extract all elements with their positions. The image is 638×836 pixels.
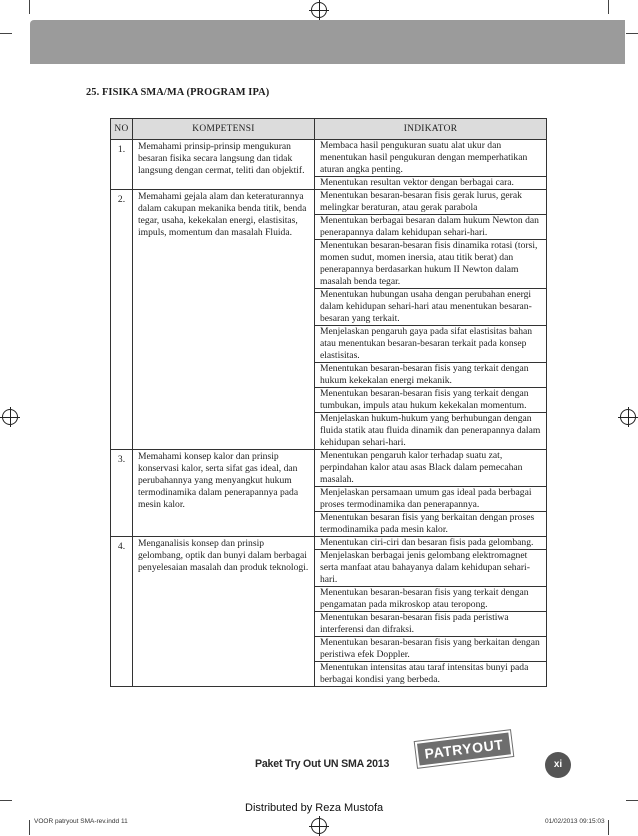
competency-table [110, 118, 547, 687]
indikator-cell: Menjelaskan persamaan umum gas ideal pada berbagai proses termodinamika dan penerapannya. [315, 487, 547, 512]
header-kompetensi: KOMPETENSI [133, 119, 315, 140]
trim-mark-bottom-right-h [626, 800, 638, 801]
registration-mark-left-icon [2, 409, 18, 425]
row-number: 1. [111, 140, 133, 190]
row-number: 2. [111, 190, 133, 450]
kompetensi-cell: Memahami gejala alam dan keteraturannya dalam cakupan mekanika benda titik, benda tegar, usaha, kekekalan energi, elastisitas, impuls, momentum dan masalah Fluida. [133, 190, 315, 450]
table-row [111, 537, 547, 550]
registration-mark-bottom-icon [311, 818, 327, 834]
indikator-cell: Menentukan ciri-ciri dan besaran fisis pada gelombang. [315, 537, 547, 550]
row-number: 3. [111, 450, 133, 537]
indikator-cell: Menentukan pengaruh kalor terhadap suatu zat, perpindahan kalor atau asas Black dalam pemecahan masalah. [315, 450, 547, 487]
trim-mark-top-left-h [0, 33, 12, 34]
indikator-cell: Menentukan hubungan usaha dengan perubahan energi dalam kehidupan sehari-hari atau menentukan besaran-besaran yang terkait. [315, 289, 547, 326]
kompetensi-cell: Menganalisis konsep dan prinsip gelombang, optik dan bunyi dalam berbagai penyelesaian masalah dan produk teknologi. [133, 537, 315, 687]
indikator-cell: Menentukan besaran-besaran fisis pada peristiwa interferensi dan difraksi. [315, 612, 547, 637]
indikator-cell: Membaca hasil pengukuran suatu alat ukur dan menentukan hasil pengukuran dengan memperhatikan aturan angka penting. [315, 140, 547, 177]
indikator-cell: Menentukan intensitas atau taraf intensitas bunyi pada berbagai kondisi yang berbeda. [315, 662, 547, 687]
indikator-cell: Menentukan besaran-besaran fisis yang berkaitan dengan peristiwa efek Doppler. [315, 637, 547, 662]
header-bar [30, 20, 625, 64]
registration-mark-top-icon [311, 2, 327, 18]
table-row [111, 450, 547, 487]
table-header-row [111, 119, 547, 140]
page-number: xi [545, 752, 571, 778]
indikator-cell: Menentukan besaran-besaran fisis yang terkait dengan tumbukan, impuls atau hukum kekekalan momentum. [315, 388, 547, 413]
row-number: 4. [111, 537, 133, 687]
trim-mark-top-right-v [608, 0, 609, 14]
registration-mark-right-icon [620, 409, 636, 425]
indikator-cell: Menentukan resultan vektor dengan berbagai cara. [315, 177, 547, 190]
indikator-cell: Menjelaskan hukum-hukum yang berhubungan dengan fluida statik atau fluida dinamik dan penerapannya dalam kehidupan sehari-hari. [315, 413, 547, 450]
slug-timestamp: 01/02/2013 09:15:03 [545, 818, 605, 825]
indikator-cell: Menentukan besaran-besaran fisis yang terkait dengan pengamatan pada mikroskop atau teropong. [315, 587, 547, 612]
table-row [111, 190, 547, 215]
trim-mark-top-left-v [29, 0, 30, 14]
kompetensi-cell: Memahami konsep kalor dan prinsip konservasi kalor, serta sifat gas ideal, dan perubahannya yang menyangkut hukum termodinamika dalam penerapannya pada mesin kalor. [133, 450, 315, 537]
header-no: NO [111, 119, 133, 140]
indikator-cell: Menjelaskan berbagai jenis gelombang elektromagnet serta manfaat atau bahayanya dalam kehidupan sehari-hari. [315, 550, 547, 587]
distributed-by: Distributed by Reza Mustofa [245, 802, 384, 814]
header-indikator: INDIKATOR [315, 119, 547, 140]
trim-mark-bottom-left-v [29, 820, 30, 835]
indikator-cell: Menjelaskan pengaruh gaya pada sifat elastisitas bahan atau menentukan besaran-besaran terkait pada konsep elastisitas. [315, 326, 547, 363]
footer-title: Paket Try Out UN SMA 2013 [255, 758, 390, 770]
kompetensi-cell: Memahami prinsip-prinsip mengukuran besaran fisika secara langsung dan tidak langsung dengan cermat, teliti dan objektif. [133, 140, 315, 190]
indikator-cell: Menentukan besaran-besaran fisis dinamika rotasi (torsi, momen sudut, momen inersia, atau titik berat) dan penerapannya berdasarkan hukum II Newton dalam masalah benda tegar. [315, 240, 547, 289]
slug-file-info: VOOR patryout SMA-rev.indd 11 [34, 818, 128, 825]
trim-mark-bottom-right-v [608, 820, 609, 835]
trim-mark-top-right-h [626, 33, 638, 34]
section-title: 25. FISIKA SMA/MA (PROGRAM IPA) [86, 87, 270, 98]
indikator-cell: Menentukan besaran-besaran fisis gerak lurus, gerak melingkar beraturan, atau gerak parabola [315, 190, 547, 215]
indikator-cell: Menentukan berbagai besaran dalam hukum Newton dan penerapannya dalam kehidupan sehari-hari. [315, 215, 547, 240]
trim-mark-bottom-left-h [0, 800, 12, 801]
table-row [111, 140, 547, 177]
indikator-cell: Menentukan besaran-besaran fisis yang terkait dengan hukum kekekalan energi mekanik. [315, 363, 547, 388]
indikator-cell: Menentukan besaran fisis yang berkaitan dengan proses termodinamika pada mesin kalor. [315, 512, 547, 537]
patryout-stamp: PATRYOUT [415, 730, 513, 768]
